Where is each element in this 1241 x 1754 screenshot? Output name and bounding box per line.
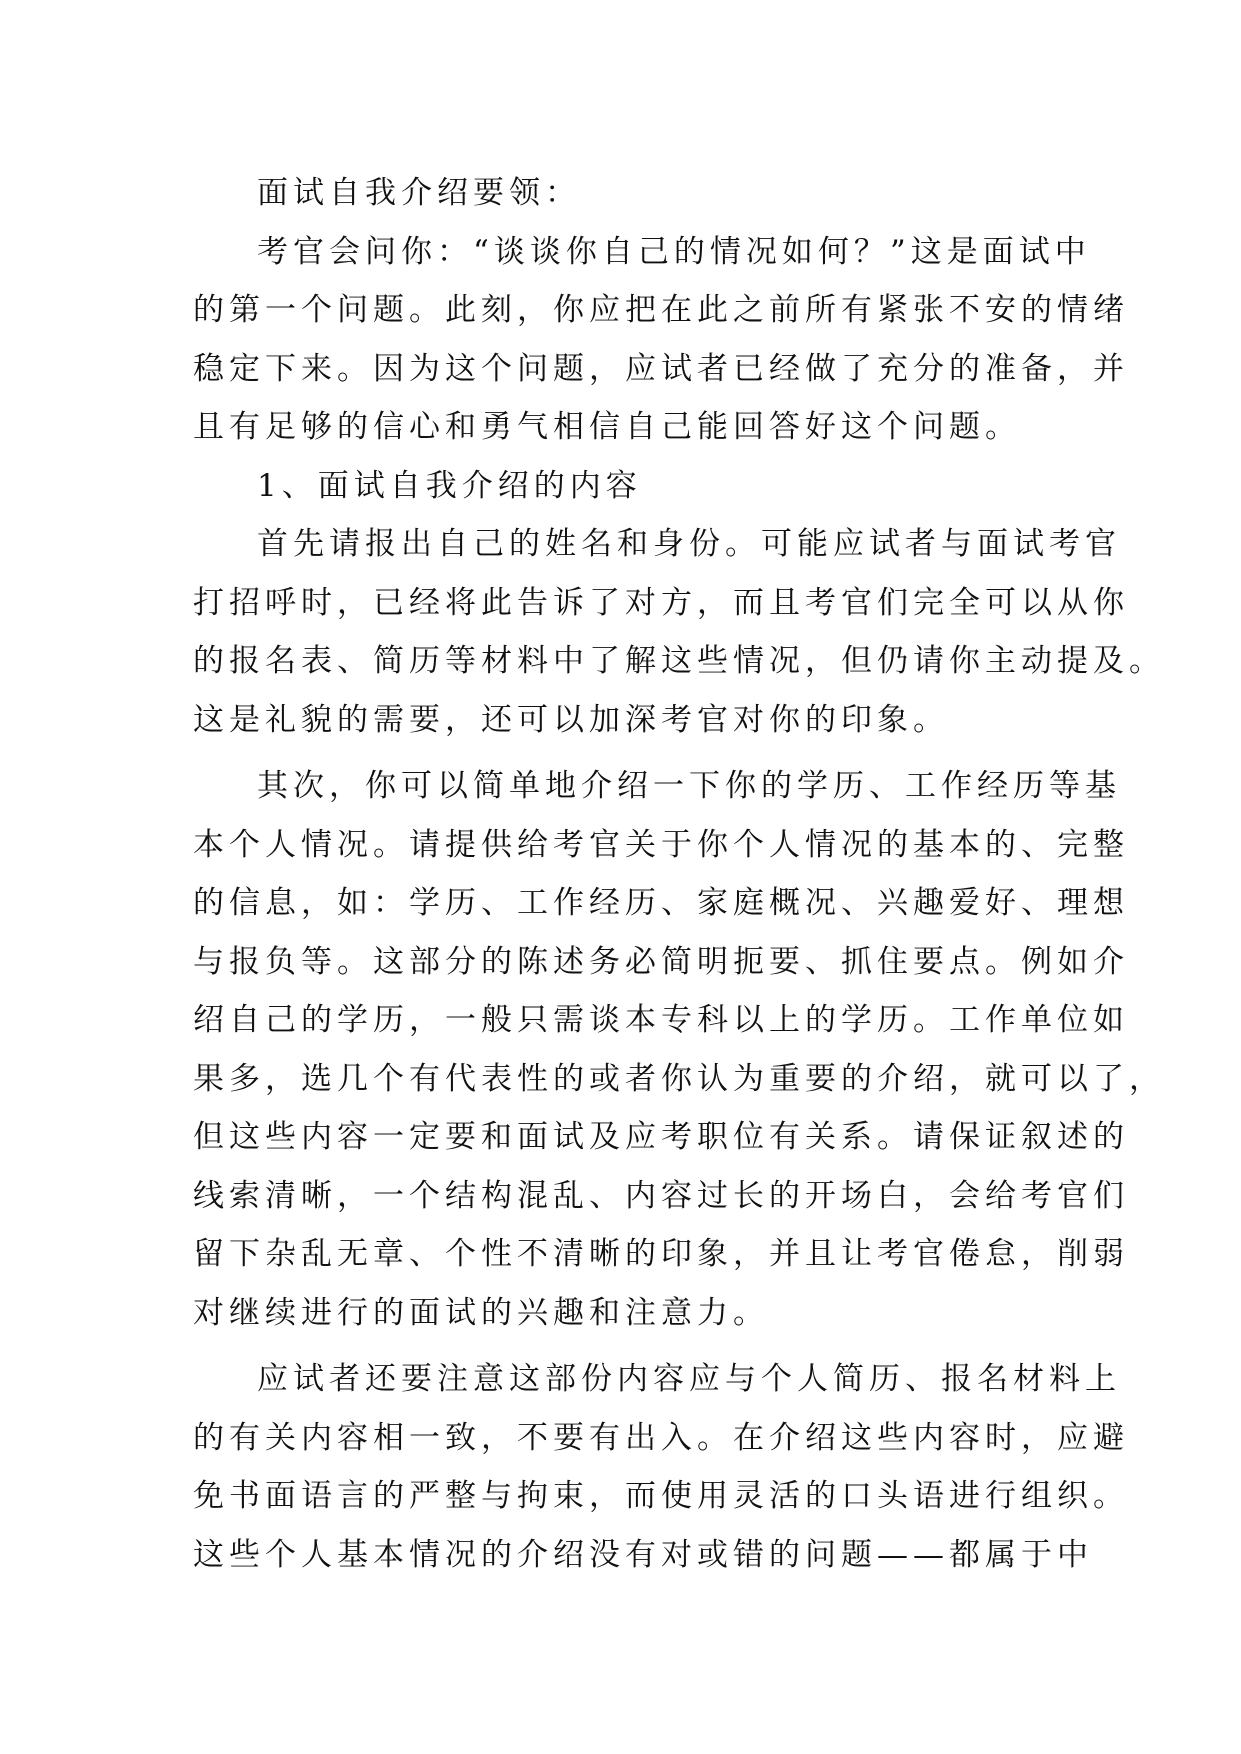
text-line: 考官会问你：“谈谈你自己的情况如何？”这是面试中 [257,233,1091,270]
text-line: 但这些内容一定要和面试及应考职位有关系。请保证叙述的 [193,1119,1129,1155]
text-line: 与报负等。这部分的陈述务必简明扼要、抓住要点。例如介 [193,943,1129,980]
text-line: 这些个人基本情况的介绍没有对或错的问题——都属于中 [193,1536,1093,1573]
text-line: 对继续进行的面试的兴趣和注意力。 [193,1294,769,1331]
paragraph-third [193,1350,1129,1584]
text-line: 应试者还要注意这部份内容应与个人简历、报名材料上 [257,1361,1121,1397]
text-line: 的信息，如：学历、工作经历、家庭概况、兴趣爱好、理想 [193,885,1129,921]
text-line: 且有足够的信心和勇气相信自己能回答好这个问题。 [193,409,1021,445]
text-line: 这是礼貌的需要，还可以加深考官对你的印象。 [193,701,949,738]
text-line: 免书面语言的严整与拘束，而使用灵活的口头语进行组织。 [193,1478,1129,1514]
text-line: 的第一个问题。此刻，你应把在此之前所有紧张不安的情绪 [193,292,1129,328]
text-line: 首先请报出自己的姓名和身份。可能应试者与面试考官 [257,526,1121,562]
section-title [193,457,1073,516]
text-line: 其次，你可以简单地介绍一下你的学历、工作经历等基 [257,768,1121,804]
document-body [193,164,1165,1584]
text-line: 果多，选几个有代表性的或者你认为重要的介绍，就可以了， [193,1060,1165,1097]
text-line: 打招呼时，已经将此告诉了对方，而且考官们完全可以从你 [193,584,1129,621]
text-line: 本个人情况。请提供给考官关于你个人情况的基本的、完整 [193,826,1129,863]
text-line: 1、面试自我介绍的内容 [257,467,642,504]
paragraph-second [193,757,1165,1342]
text-line: 留下杂乱无章、个性不清晰的印象，并且让考官倦怠，削弱 [193,1236,1129,1272]
text-line: 的报名表、简历等材料中了解这些情况，但仍请你主动提及。 [193,643,1165,679]
text-line: 稳定下来。因为这个问题，应试者已经做了充分的准备，并 [193,350,1129,387]
text-line: 绍自己的学历，一般只需谈本专科以上的学历。工作单位如 [193,1002,1129,1038]
paragraph-intro [193,223,1129,457]
paragraph-first [193,515,1165,749]
text-line: 的有关内容相一致，不要有出入。在介绍这些内容时，应避 [193,1419,1129,1456]
text-line: 面试自我介绍要领： [257,175,581,211]
text-line: 线索清晰，一个结构混乱、内容过长的开场白，会给考官们 [193,1177,1129,1214]
paragraph-heading [193,164,1073,223]
